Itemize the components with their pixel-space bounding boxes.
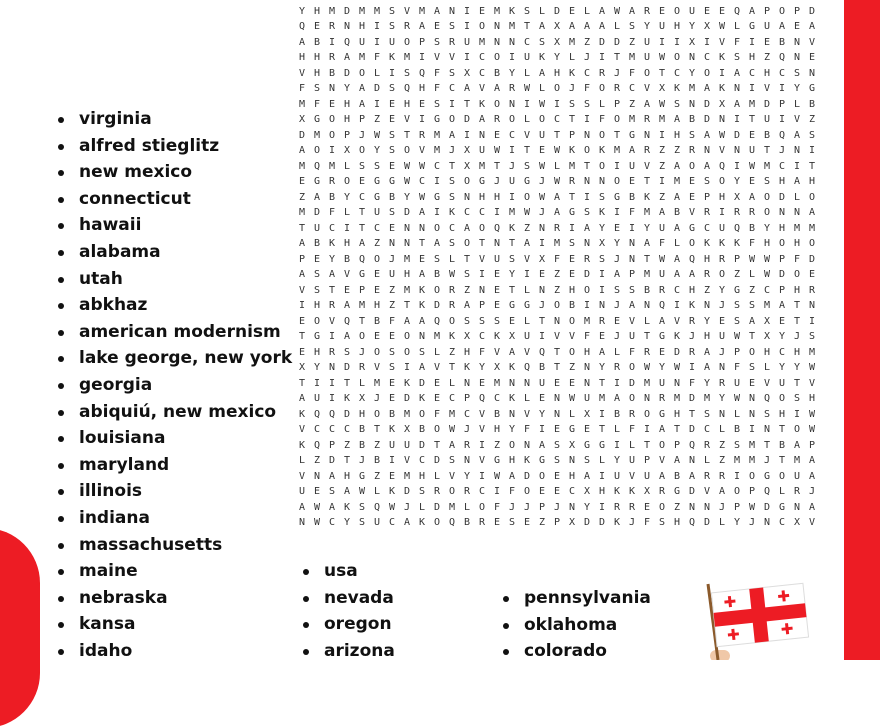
word-list-item: illinois bbox=[55, 478, 292, 505]
grid-row: E H R S J O S O S L Z H F V A V Q T O H A L F R E D R A J P O H C H M bbox=[298, 346, 816, 358]
word-list-item: oregon bbox=[300, 611, 395, 638]
grid-row: N W C Y S U C A K O Q B R E S E Z P X D D K J F S H Q D L Y J N C X V bbox=[298, 517, 816, 528]
word-list-item: colorado bbox=[500, 638, 651, 665]
word-list-item: new mexico bbox=[55, 159, 292, 186]
grid-row: V H B D O L I S Q F S X C B Y L A H K C R J F O T C Y O I A C H C S N bbox=[298, 67, 816, 79]
grid-row: A B K H A Z N N T A S O T N T A I M S N X Y N A F L O K K K F H O H O bbox=[298, 238, 816, 249]
word-list-item: usa bbox=[300, 558, 395, 585]
grid-row: A O I X O Y S O V M J X U W I T E W K O K M A R Z Z R N V N U T J N I bbox=[298, 145, 816, 156]
word-list-item: abkhaz bbox=[55, 292, 292, 319]
word-list-item: georgia bbox=[55, 372, 292, 399]
grid-row: Z A B Y C G B Y W G S N H H I O W A T I S G B K Z A E P H X A O D L O bbox=[298, 191, 816, 203]
grid-row: X Y N D R V S I A V T K Y X K Q B T Z N Y R O W Y W I A N F S L Y Y W bbox=[298, 362, 816, 373]
word-list-item: maine bbox=[55, 558, 292, 585]
word-list-item: lake george, new york bbox=[55, 345, 292, 372]
grid-row: T I I T L M E K D E L N E M N N U E E N T I D M U N F Y R U E V U T V bbox=[298, 377, 816, 389]
word-list-item: pennsylvania bbox=[500, 585, 651, 612]
word-list-item: nevada bbox=[300, 585, 395, 612]
grid-row: D M O P J W S T R M A I N E C V U T P N O T G N I H S A W D E B Q A S bbox=[298, 129, 816, 141]
flag-cloth bbox=[711, 583, 808, 646]
grid-row: P E Y B Q O J M E S L T V U S V X F E R S J N T W A Q H R P W W P F D bbox=[298, 253, 816, 265]
georgia-flag-icon bbox=[700, 580, 812, 660]
word-list-column-3 bbox=[500, 585, 651, 665]
word-list-item: nebraska bbox=[55, 585, 292, 612]
grid-row: A B I Q U I U O P S R U M N N C S X M Z D D Z U I I X I V F I E B N V bbox=[298, 36, 816, 48]
word-list-item: alfred stieglitz bbox=[55, 133, 292, 160]
word-list-item: idaho bbox=[55, 638, 292, 665]
word-list-item: virginia bbox=[55, 106, 292, 133]
word-list-item: louisiana bbox=[55, 425, 292, 452]
grid-row: H H R A M F K M I V V I C O I U K Y L J I T M U W O N C K S H Z Q N E bbox=[298, 52, 816, 63]
grid-row: M D F L T U S D A I K C C I M W J A G S K I F M A B V R I R R O N N A bbox=[298, 207, 816, 218]
grid-row: T G I A O E E O N M K X C K X U I V V F E J U T G K J H U W T X Y J S bbox=[298, 331, 816, 342]
grid-row: V C C C B T K X B O W J V H Y F I E G E T L F I A T D C L B I N T O W bbox=[298, 424, 816, 435]
grid-row: E G R O E G G W C I S O G J U G J W R N N O E T I M E S O Y E S H A H bbox=[298, 176, 816, 187]
word-search-grid bbox=[295, 0, 819, 531]
grid-row: U E S A W L K D S R O R C I F O E E C X H K K X R G D V A O P Q L R J bbox=[298, 486, 816, 497]
hand-shape bbox=[710, 650, 730, 660]
grid-row: K Q P Z B Z U U D T A R I Z O N A S X G G I L T O P Q R Z S M T B A P bbox=[298, 439, 816, 451]
word-list-item: maryland bbox=[55, 452, 292, 479]
word-list-item: utah bbox=[55, 266, 292, 293]
grid-row: X G O H P Z E V I G O D A R O L O C T I F O M R M A B D N I T U I V Z bbox=[298, 114, 816, 125]
grid-row: M F E H A I E H E S I T K O N I W I S S L P Z A W S N D X A M D P L B bbox=[298, 98, 816, 110]
grid-row: Y H M D M M S V M A N I E M K S L D E L A W A R E O U E E Q A P O P D bbox=[298, 5, 816, 17]
word-list-item: oklahoma bbox=[500, 612, 651, 639]
grid-row: T U C I T C E N N O C A O Q K Z N R I A Y E I Y U A G C U Q B Y H M M bbox=[298, 222, 816, 234]
word-list-item: alabama bbox=[55, 239, 292, 266]
grid-row: E O V Q T B F A A Q O S S S E L T N O M R E V L A V R Y E S A X E T I bbox=[298, 315, 816, 327]
red-side-bar bbox=[844, 0, 880, 660]
word-list-item: hawaii bbox=[55, 212, 292, 239]
grid-row: A U I K X J E D K E C P Q C K L E N W U M A O N R M D M Y W N Q O S H bbox=[298, 393, 816, 404]
grid-row: M Q M L S S E W W C T X M T J S W L M T O I U V Z A O A Q I W M C I T bbox=[298, 160, 816, 172]
word-list-item: connecticut bbox=[55, 186, 292, 213]
grid-row: A S A V G E U H A B W S I E Y I E Z E D I A P M U A A R O Z L W D O E bbox=[298, 269, 816, 280]
grid-row: A W A K S Q W J L D M L O F J J P J N Y I R R E O Z N N J P W D G N A bbox=[298, 501, 816, 513]
word-list-column-1 bbox=[55, 106, 292, 664]
word-list-column-2 bbox=[300, 558, 395, 664]
word-list-item: american modernism bbox=[55, 319, 292, 346]
grid-row: V N A H G Z E M H L V Y I W A D O E H A I U V U A B A R R I O G O U A bbox=[298, 470, 816, 482]
grid-row: I H R A M H Z T K D R A P E G G J O B I N J A N Q I K N J S S M A T N bbox=[298, 300, 816, 311]
grid-row: L Z D T J B I V C D S N V G H K G S N S L Y U P V A N L Z M M J T M A bbox=[298, 455, 816, 466]
grid-row: Q E R N H I S R A E S I O N M T A X A A A L S Y U H Y X W L G U A E A bbox=[298, 21, 816, 32]
grid-row: F S N Y A D S Q H F C A V A R W L O J F O R C V X K M A K N I V I Y G bbox=[298, 83, 816, 94]
word-list-item: arizona bbox=[300, 638, 395, 665]
red-corner-shape bbox=[0, 528, 40, 728]
word-list-item: massachusetts bbox=[55, 532, 292, 559]
grid-row: K Q Q D H O B M O F M C V B N V Y N L X I B R O G H T S N L N S H I W bbox=[298, 408, 816, 420]
grid-row: V S T E P E Z M K O R Z N E T L N Z H O I S S B R C H Z Y G Z C P H R bbox=[298, 284, 816, 296]
word-list-item: indiana bbox=[55, 505, 292, 532]
word-list-item: abiquiú, new mexico bbox=[55, 399, 292, 426]
word-list-item: kansa bbox=[55, 611, 292, 638]
